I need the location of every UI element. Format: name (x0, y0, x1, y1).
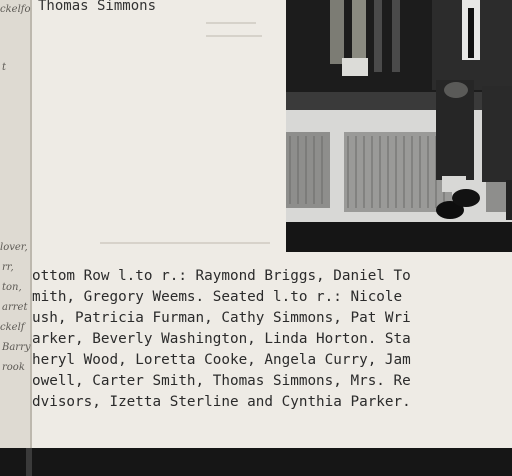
header-name: Thomas Simmons (38, 0, 157, 14)
bleed-through-text (100, 236, 280, 256)
caption-line: arker, Beverly Washington, Linda Horton. Sta (32, 331, 411, 347)
group-photo-image (286, 0, 512, 252)
caption-line: mith, Gregory Weems. Seated l.to r.: Nicole (32, 289, 403, 305)
caption-line: owell, Carter Smith, Thomas Simmons, Mrs. Re (32, 373, 411, 389)
left-page-gutter (0, 0, 32, 448)
caption-line: ottom Row l.to r.: Raymond Briggs, Daniel To (32, 268, 411, 284)
gutter-fragment: ckelfo (0, 4, 31, 15)
gutter-fragment: arret (2, 302, 28, 313)
group-photo (286, 0, 512, 252)
caption-line: ush, Patricia Furman, Cathy Simmons, Pat Wri (32, 310, 411, 326)
photo-caption (32, 266, 411, 413)
caption-line: heryl Wood, Loretta Cooke, Angela Curry, Jam (32, 352, 411, 368)
gutter-fragment: t (2, 62, 7, 73)
gutter-fragment: rr, (2, 262, 14, 273)
gutter-fragment: ton, (2, 282, 22, 293)
gutter-fragment: Barry (2, 342, 31, 353)
bleed-through-text (206, 18, 266, 48)
book-spine (26, 448, 32, 476)
gutter-fragment: rook (2, 362, 25, 373)
gutter-fragment: ckelf (0, 322, 25, 333)
gutter-fragment: lover, (0, 242, 28, 253)
scan-bottom-edge (0, 448, 512, 476)
caption-line: dvisors, Izetta Sterline and Cynthia Parker. (32, 394, 411, 410)
